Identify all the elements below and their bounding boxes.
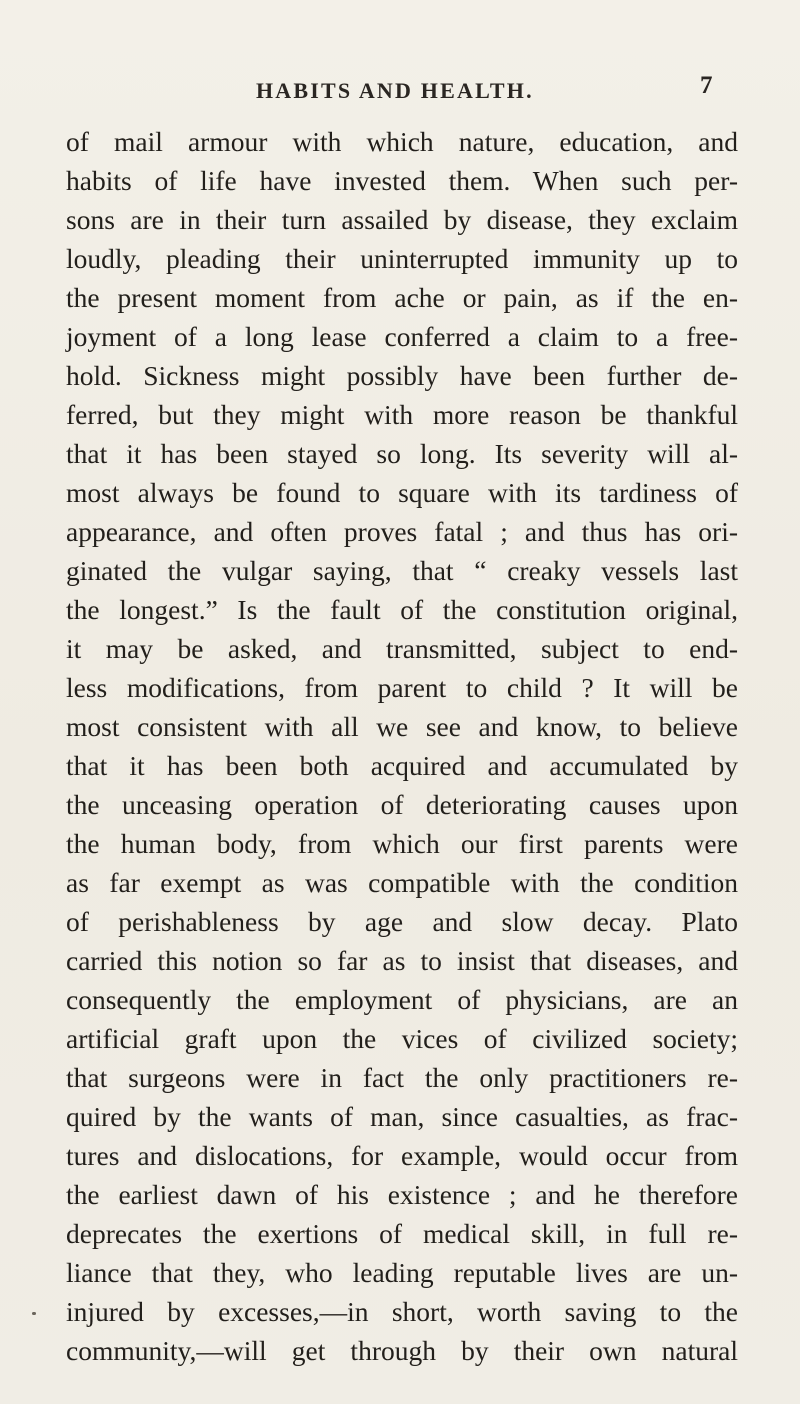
text-line: most always be found to square with its tardiness of — [66, 477, 738, 508]
text-line: of perishableness by age and slow decay. Plato — [66, 906, 738, 937]
text-line: the earliest dawn of his existence ; and he therefore — [66, 1179, 738, 1210]
page-number: 7 — [700, 72, 713, 99]
text-line: joyment of a long lease conferred a claim to a free- — [66, 321, 738, 352]
text-line: of mail armour with which nature, education, and — [66, 126, 738, 157]
text-line: tures and dislocations, for example, would occur from — [66, 1140, 738, 1171]
text-line: carried this notion so far as to insist that diseases, and — [66, 945, 738, 976]
text-line: less modifications, from parent to child ? It will be — [66, 672, 738, 703]
text-line: ferred, but they might with more reason be thankful — [66, 399, 738, 430]
text-line: injured by excesses,—in short, worth saving to the — [66, 1296, 738, 1327]
text-line: that it has been stayed so long. Its severity will al- — [66, 438, 738, 469]
text-line: sons are in their turn assailed by disease, they exclaim — [66, 204, 738, 235]
text-line: quired by the wants of man, since casualties, as frac- — [66, 1101, 738, 1132]
text-line: it may be asked, and transmitted, subject to end- — [66, 633, 738, 664]
text-line: as far exempt as was compatible with the condition — [66, 867, 738, 898]
text-line: the human body, from which our first parents were — [66, 828, 738, 859]
text-line: community,—will get through by their own natural — [66, 1335, 738, 1366]
margin-speck — [32, 1312, 36, 1315]
text-line: that surgeons were in fact the only practitioners re- — [66, 1062, 738, 1093]
text-line: the unceasing operation of deteriorating causes upon — [66, 789, 738, 820]
text-line: that it has been both acquired and accumulated by — [66, 750, 738, 781]
text-line: loudly, pleading their uninterrupted immunity up to — [66, 243, 738, 274]
text-line: liance that they, who leading reputable lives are un- — [66, 1257, 738, 1288]
text-line: most consistent with all we see and know, to believe — [66, 711, 738, 742]
text-line: artificial graft upon the vices of civilized society; — [66, 1023, 738, 1054]
text-line: habits of life have invested them. When such per- — [66, 165, 738, 196]
text-line: appearance, and often proves fatal ; and thus has ori- — [66, 516, 738, 547]
text-line: the present moment from ache or pain, as if the en- — [66, 282, 738, 313]
text-line: consequently the employment of physicians, are an — [66, 984, 738, 1015]
text-line: ginated the vulgar saying, that “ creaky vessels last — [66, 555, 738, 586]
text-line: deprecates the exertions of medical skill, in full re- — [66, 1218, 738, 1249]
page-header — [0, 72, 800, 110]
text-line: the longest.” Is the fault of the constitution original, — [66, 594, 738, 625]
text-line: hold. Sickness might possibly have been further de- — [66, 360, 738, 391]
running-head: HABITS AND HEALTH. — [256, 78, 534, 103]
